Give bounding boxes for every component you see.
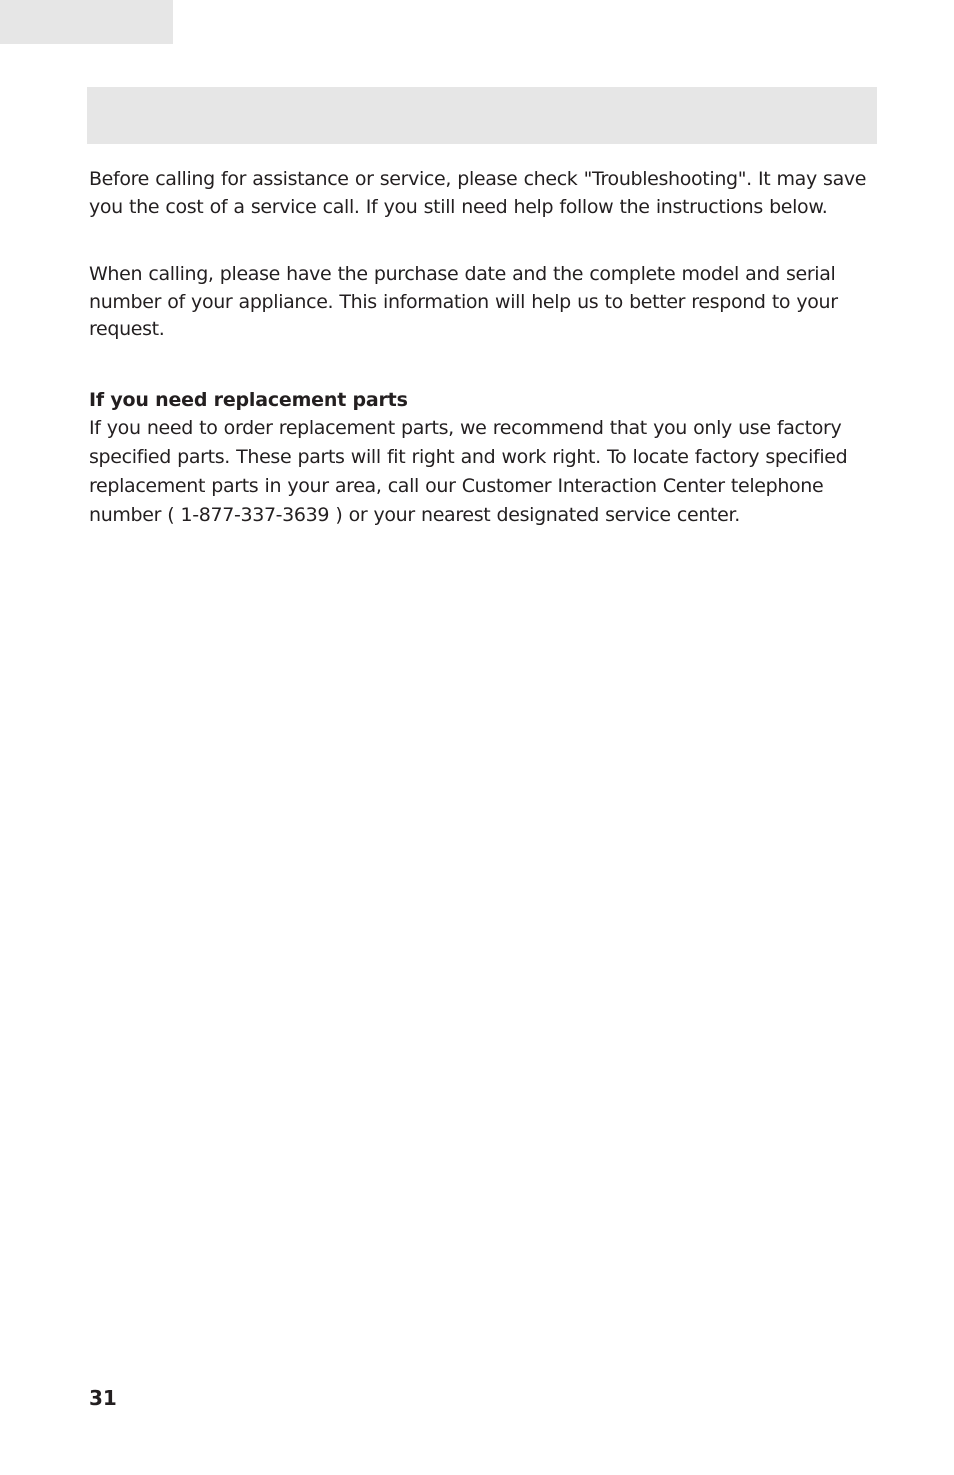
- corner-tab: [0, 0, 173, 44]
- section-header-band: [87, 87, 877, 144]
- replacement-parts-heading: If you need replacement parts: [89, 389, 408, 411]
- intro-paragraph-1: Before calling for assistance or service, please check "Troubleshooting". It may save you the cost of a service call. If you still need help follow the instructions below.: [89, 168, 867, 218]
- intro-paragraph-2: When calling, please have the purchase date and the complete model and serial number of your appliance. This information will help us to better respond to your request.: [89, 263, 838, 340]
- replacement-parts-body: If you need to order replacement parts, we recommend that you only use factory specified parts. These parts will fit right and work right. To locate factory specified replacement parts in your area, call our Customer Interaction Center telephone number ( 1-877-337-3639 ) or your nearest designated service center.: [89, 417, 848, 526]
- replacement-parts-section: [89, 386, 879, 530]
- page-number: 31: [89, 1386, 117, 1410]
